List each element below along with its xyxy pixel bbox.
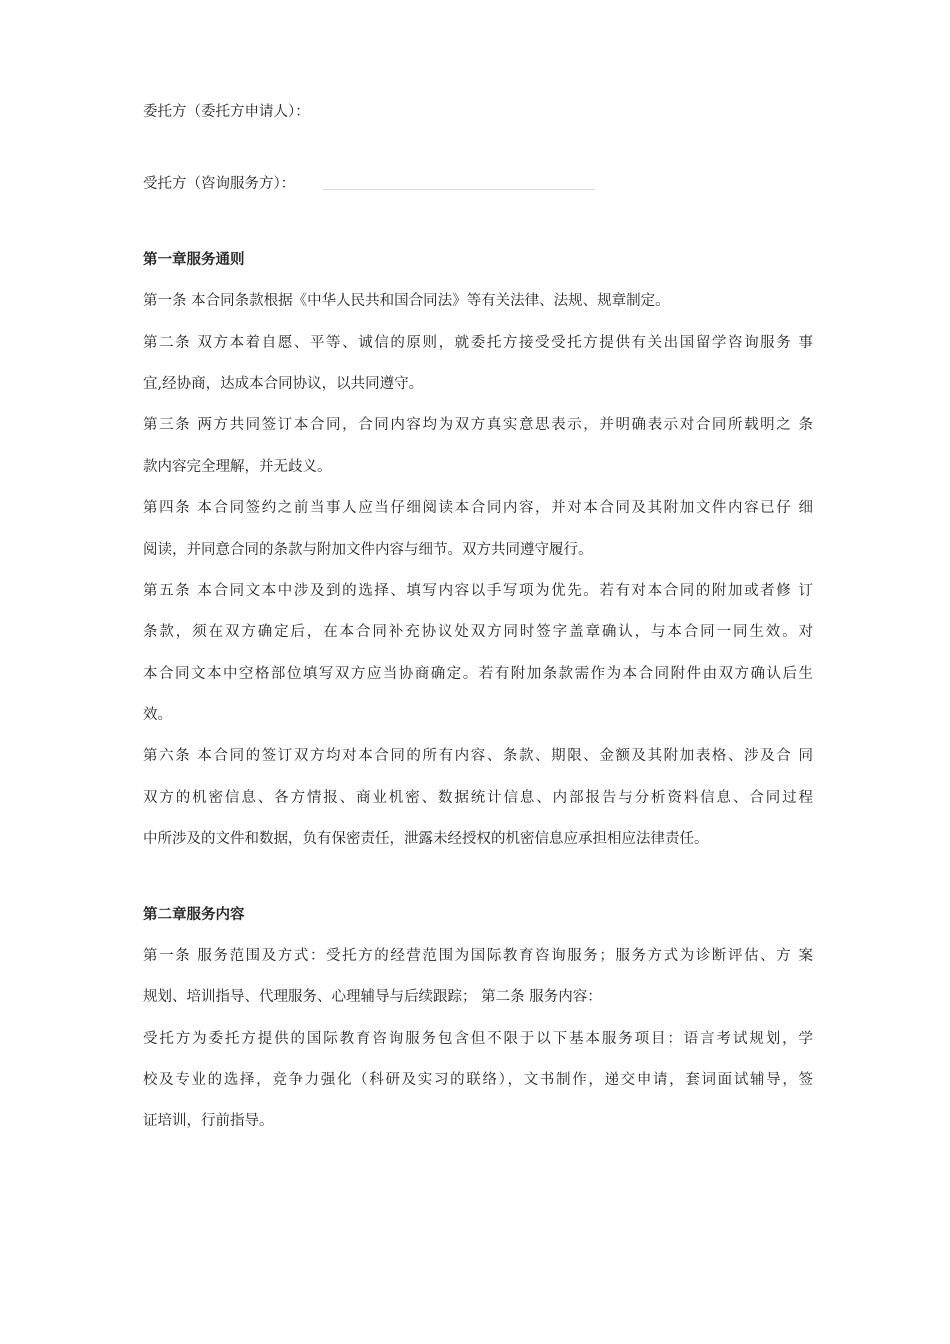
chapter2-line: 第一条 服务范围及方式：受托方的经营范围为国际教育咨询服务；服务方式为诊断评估、方 案 [143,948,813,964]
client-party-label: 委托方（委托方申请人）： [143,104,310,120]
chapter1-line: 第五条 本合同文本中涉及到的选择、填写内容以手写项为优先。若有对本合同的附加或者修 订 [143,583,813,599]
chapter1-line: 双方的机密信息、各方情报、商业机密、数据统计信息、内部报告与分析资料信息、合同过程 [143,790,813,806]
chapter1-line: 中所涉及的文件和数据，负有保密责任，泄露未经授权的机密信息应承担相应法律责任。 [143,831,709,847]
agent-party-label: 受托方（咨询服务方）： [143,176,296,192]
chapter1-heading: 第一章服务通则 [143,251,245,268]
chapter2-line: 受托方为委托方提供的国际教育咨询服务包含但不限于以下基本服务项目：语言考试规划，学 [143,1031,813,1047]
chapter1-line: 款内容完全理解，并无歧义。 [143,459,332,475]
chapter2-line: 规划、培训指导、代理服务、心理辅导与后续跟踪； 第二条 服务内容： [143,989,602,1005]
chapter2-line: 证培训，行前指导。 [143,1113,274,1129]
chapter1-line: 第二条 双方本着自愿、平等、诚信的原则，就委托方接受受托方提供有关出国留学咨询服务 事 [143,335,813,351]
chapter1-line: 第三条 两方共同签订本合同，合同内容均为双方真实意思表示，并明确表示对合同所载明之 条 [143,417,813,433]
chapter1-line: 第六条 本合同的签订双方均对本合同的所有内容、条款、期限、金额及其附加表格、涉及合 同 [143,748,813,764]
chapter2-heading: 第二章服务内容 [143,906,245,923]
chapter1-line: 宜,经协商，达成本合同协议，以共同遵守。 [143,376,424,392]
chapter1-line: 第一条 本合同条款根据《中华人民共和国合同法》等有关法律、法规、规章制定。 [143,293,670,309]
agent-name-blank[interactable] [323,189,595,190]
chapter1-line: 本合同文本中空格部位填写双方应当协商确定。若有附加条款需作为本合同附件由双方确认后生 [143,666,813,682]
chapter1-line: 阅读，并同意合同的条款与附加文件内容与细节。双方共同遵守履行。 [143,542,593,558]
chapter2-line: 校及专业的选择，竞争力强化（科研及实习的联络），文书制作，递交申请，套词面试辅导，签 [143,1072,813,1088]
chapter1-line: 效。 [143,707,172,723]
chapter1-line: 第四条 本合同签约之前当事人应当仔细阅读本合同内容，并对本合同及其附加文件内容已仔 细 [143,500,813,516]
chapter1-line: 条款，须在双方确定后，在本合同补充协议处双方同时签字盖章确认，与本合同一同生效。对 [143,624,813,640]
